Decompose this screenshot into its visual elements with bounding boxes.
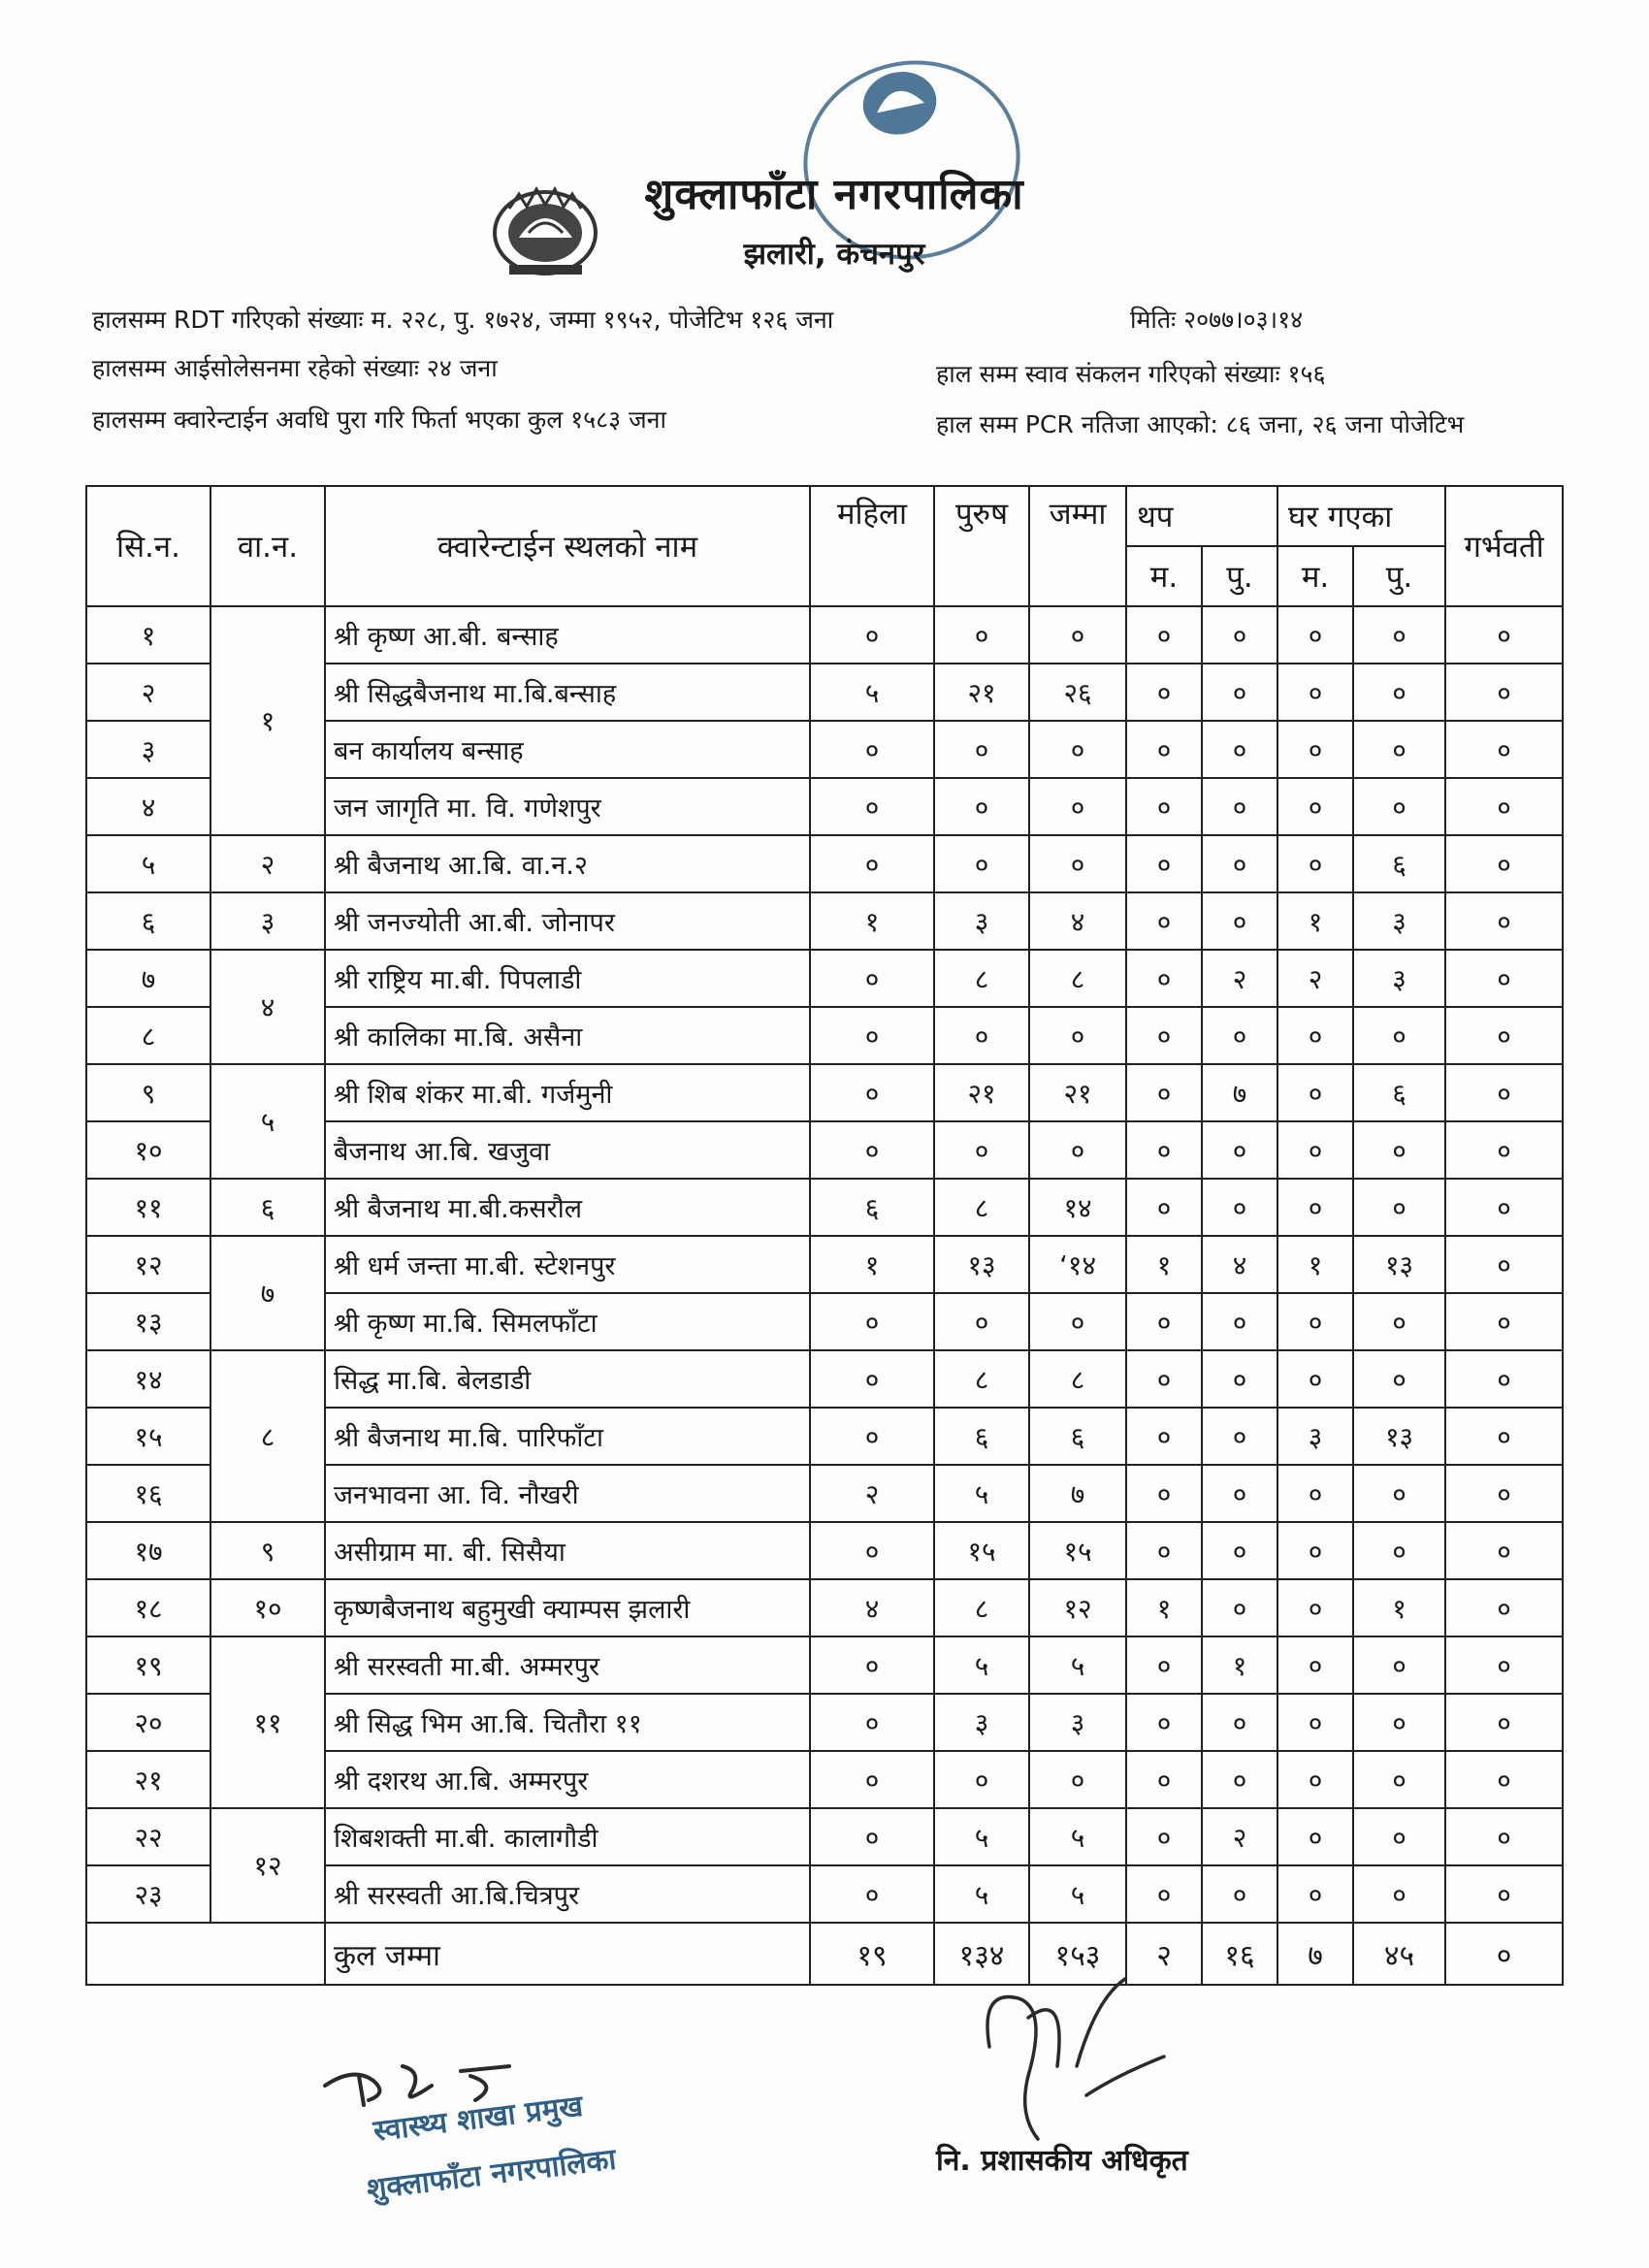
ward-cell: ४ — [210, 950, 325, 1064]
male-cell: ० — [934, 1751, 1029, 1808]
site-name-cell: बन कार्यालय बन्साह — [325, 721, 810, 778]
female-cell: ० — [810, 1064, 934, 1121]
added-male-cell: २ — [1202, 950, 1277, 1007]
female-cell: ० — [810, 778, 934, 835]
home-female-cell: ० — [1277, 1751, 1353, 1808]
added-male-cell: ० — [1202, 1350, 1277, 1408]
total-row — [86, 1923, 1563, 1985]
total-cell: ७ — [1029, 1465, 1126, 1522]
home-female-cell: ० — [1277, 606, 1353, 664]
male-cell: ८ — [934, 950, 1029, 1007]
pregnant-cell: ० — [1445, 1808, 1563, 1865]
table-row — [86, 1636, 1563, 1694]
female-cell: ० — [810, 606, 934, 664]
added-male-cell: ० — [1202, 1007, 1277, 1064]
added-male-cell: १ — [1202, 1636, 1277, 1694]
female-cell: ० — [810, 721, 934, 778]
page-title: शुक्लाफाँटा नगरपालिका — [644, 170, 1024, 219]
home-female-cell: ० — [1277, 1579, 1353, 1636]
added-female-cell: ० — [1126, 1408, 1202, 1465]
sn-cell: ५ — [86, 835, 210, 892]
male-cell: २१ — [934, 1064, 1029, 1121]
home-female-cell: ० — [1277, 1121, 1353, 1179]
added-male-cell: ४ — [1202, 1236, 1277, 1293]
sn-cell: ९ — [86, 1064, 210, 1121]
pregnant-cell: ० — [1445, 1350, 1563, 1408]
pregnant-cell: ० — [1445, 1465, 1563, 1522]
home-female-cell: ३ — [1277, 1408, 1353, 1465]
ward-cell: २ — [210, 835, 325, 892]
site-name-cell: श्री सिद्धबैजनाथ मा.बि.बन्साह — [325, 664, 810, 721]
home-female-cell: ० — [1277, 1865, 1353, 1923]
added-male-cell: ० — [1202, 1579, 1277, 1636]
total-total-cell: १५३ — [1029, 1923, 1126, 1985]
total-cell: ० — [1029, 1121, 1126, 1179]
male-cell: ३ — [934, 1694, 1029, 1751]
header-male: पुरुष — [934, 486, 1029, 606]
ward-cell: १० — [210, 1579, 325, 1636]
added-male-cell: ० — [1202, 1465, 1277, 1522]
male-cell: ० — [934, 1293, 1029, 1350]
site-name-cell: श्री दशरथ आ.बि. अम्मरपुर — [325, 1751, 810, 1808]
home-male-cell: ० — [1353, 1179, 1445, 1236]
sn-cell: १ — [86, 606, 210, 664]
pregnant-cell: ० — [1445, 1579, 1563, 1636]
added-female-cell: ० — [1126, 892, 1202, 950]
male-cell: ८ — [934, 1579, 1029, 1636]
sn-cell: ३ — [86, 721, 210, 778]
female-cell: ० — [810, 1522, 934, 1579]
site-name-cell: श्री बैजनाथ मा.बी.कसरौल — [325, 1179, 810, 1236]
home-male-cell: ० — [1353, 1007, 1445, 1064]
added-female-cell: ० — [1126, 664, 1202, 721]
home-male-cell: ६ — [1353, 1064, 1445, 1121]
total-empty-cell — [86, 1923, 325, 1985]
female-cell: ० — [810, 1636, 934, 1694]
female-cell: ० — [810, 835, 934, 892]
nepal-emblem-icon — [480, 179, 611, 281]
pregnant-cell: ० — [1445, 1694, 1563, 1751]
female-cell: ० — [810, 1808, 934, 1865]
home-female-cell: ० — [1277, 1522, 1353, 1579]
male-cell: ५ — [934, 1808, 1029, 1865]
home-female-cell: ० — [1277, 1293, 1353, 1350]
added-female-cell: १ — [1126, 1579, 1202, 1636]
sn-cell: ४ — [86, 778, 210, 835]
ward-cell: ८ — [210, 1350, 325, 1522]
header-added-female: म. — [1126, 546, 1202, 606]
total-cell: ० — [1029, 721, 1126, 778]
female-cell: ४ — [810, 1579, 934, 1636]
home-male-cell: ० — [1353, 1465, 1445, 1522]
header-ward: वा.न. — [210, 486, 325, 606]
header-home-female: म. — [1277, 546, 1353, 606]
admin-officer-label: नि. प्रशासकीय अधिकृत — [936, 2144, 1188, 2178]
added-male-cell: ० — [1202, 1121, 1277, 1179]
home-male-cell: ३ — [1353, 950, 1445, 1007]
home-male-cell: ० — [1353, 1694, 1445, 1751]
added-male-cell: ० — [1202, 892, 1277, 950]
total-added-male-cell: १६ — [1202, 1923, 1277, 1985]
added-female-cell: ० — [1126, 1007, 1202, 1064]
pregnant-cell: ० — [1445, 892, 1563, 950]
home-female-cell: ० — [1277, 778, 1353, 835]
pregnant-cell: ० — [1445, 606, 1563, 664]
added-male-cell: ० — [1202, 721, 1277, 778]
site-name-cell: श्री कालिका मा.बि. असैना — [325, 1007, 810, 1064]
home-male-cell: ० — [1353, 778, 1445, 835]
pregnant-cell: ० — [1445, 835, 1563, 892]
male-cell: ५ — [934, 1636, 1029, 1694]
male-cell: १३ — [934, 1236, 1029, 1293]
total-cell: २१ — [1029, 1064, 1126, 1121]
female-cell: ० — [810, 1694, 934, 1751]
site-name-cell: श्री बैजनाथ आ.बि. वा.न.२ — [325, 835, 810, 892]
sn-cell: १५ — [86, 1408, 210, 1465]
female-cell: ६ — [810, 1179, 934, 1236]
home-male-cell: ० — [1353, 664, 1445, 721]
total-cell: ० — [1029, 835, 1126, 892]
pregnant-cell: ० — [1445, 664, 1563, 721]
sn-cell: १८ — [86, 1579, 210, 1636]
male-cell: ८ — [934, 1179, 1029, 1236]
home-female-cell: ० — [1277, 1465, 1353, 1522]
male-cell: ३ — [934, 892, 1029, 950]
isolation-summary: हालसम्म आईसोलेसनमा रहेको संख्याः २४ जना — [92, 354, 498, 382]
total-pregnant-cell: ० — [1445, 1923, 1563, 1985]
home-female-cell: ० — [1277, 664, 1353, 721]
added-male-cell: ० — [1202, 1179, 1277, 1236]
added-female-cell: ० — [1126, 1865, 1202, 1923]
home-female-cell: ० — [1277, 1064, 1353, 1121]
added-male-cell: ० — [1202, 1522, 1277, 1579]
site-name-cell: सिद्ध मा.बि. बेलडाडी — [325, 1350, 810, 1408]
added-female-cell: ० — [1126, 1179, 1202, 1236]
home-male-cell: ० — [1353, 1293, 1445, 1350]
page-subtitle: झलारी, कंचनपुर — [743, 237, 925, 272]
sn-cell: २१ — [86, 1751, 210, 1808]
added-female-cell: ० — [1126, 1465, 1202, 1522]
home-male-cell: ० — [1353, 1350, 1445, 1408]
total-added-female-cell: २ — [1126, 1923, 1202, 1985]
total-cell: ० — [1029, 606, 1126, 664]
site-name-cell: श्री सिद्ध भिम आ.बि. चितौरा ११ — [325, 1694, 810, 1751]
sn-cell: २० — [86, 1694, 210, 1751]
site-name-cell: श्री सरस्वती आ.बि.चित्रपुर — [325, 1865, 810, 1923]
added-female-cell: ० — [1126, 778, 1202, 835]
header-female: महिला — [810, 486, 934, 606]
health-section-chief-label: स्वास्थ्य शाखा प्रमुख — [372, 2089, 585, 2149]
total-label: कुल जम्मा — [325, 1923, 810, 1985]
report-date: मितिः २०७७।०३।१४ — [1130, 306, 1304, 334]
swab-summary: हाल सम्म स्वाव संकलन गरिएको संख्याः १५६ — [936, 360, 1326, 388]
header-home-male: पु. — [1353, 546, 1445, 606]
male-cell: २१ — [934, 664, 1029, 721]
total-cell: ८ — [1029, 1350, 1126, 1408]
added-male-cell: ० — [1202, 778, 1277, 835]
ward-cell: १२ — [210, 1808, 325, 1923]
added-female-cell: ० — [1126, 606, 1202, 664]
site-name-cell: श्री राष्ट्रिय मा.बी. पिपलाडी — [325, 950, 810, 1007]
site-name-cell: श्री शिब शंकर मा.बी. गर्जमुनी — [325, 1064, 810, 1121]
pcr-summary: हाल सम्म PCR नतिजा आएको: ८६ जना, २६ जना पोजेटिभ — [936, 410, 1465, 438]
added-male-cell: ० — [1202, 835, 1277, 892]
total-cell: ० — [1029, 1293, 1126, 1350]
pregnant-cell: ० — [1445, 1007, 1563, 1064]
home-male-cell: ३ — [1353, 892, 1445, 950]
site-name-cell: श्री धर्म जन्ता मा.बी. स्टेशनपुर — [325, 1236, 810, 1293]
municipality-signature-label: शुक्लाफाँटा नगरपालिका — [365, 2142, 619, 2207]
female-cell: ० — [810, 950, 934, 1007]
header-pregnant: गर्भवती — [1445, 486, 1563, 606]
added-male-cell: ० — [1202, 664, 1277, 721]
site-name-cell: श्री कृष्ण मा.बि. सिमलफाँटा — [325, 1293, 810, 1350]
pregnant-cell: ० — [1445, 1293, 1563, 1350]
male-cell: ० — [934, 606, 1029, 664]
total-cell: ६ — [1029, 1408, 1126, 1465]
added-female-cell: ० — [1126, 1694, 1202, 1751]
added-female-cell: ० — [1126, 1522, 1202, 1579]
pregnant-cell: ० — [1445, 1236, 1563, 1293]
table-row — [86, 950, 1563, 1007]
sn-cell: २ — [86, 664, 210, 721]
table-row — [86, 1808, 1563, 1865]
total-cell: १२ — [1029, 1579, 1126, 1636]
male-cell: १५ — [934, 1522, 1029, 1579]
site-name-cell: असीग्राम मा. बी. सिसैया — [325, 1522, 810, 1579]
added-male-cell: २ — [1202, 1808, 1277, 1865]
female-cell: ० — [810, 1121, 934, 1179]
ward-cell: ७ — [210, 1236, 325, 1350]
site-name-cell: कृष्णबैजनाथ बहुमुखी क्याम्पस झलारी — [325, 1579, 810, 1636]
home-male-cell: ६ — [1353, 835, 1445, 892]
total-cell: १५ — [1029, 1522, 1126, 1579]
total-cell: ५ — [1029, 1808, 1126, 1865]
sn-cell: १९ — [86, 1636, 210, 1694]
pregnant-cell: ० — [1445, 778, 1563, 835]
ward-cell: १ — [210, 606, 325, 835]
male-cell: ० — [934, 1121, 1029, 1179]
added-female-cell: ० — [1126, 1293, 1202, 1350]
site-name-cell: जन जागृति मा. वि. गणेशपुर — [325, 778, 810, 835]
added-male-cell: ० — [1202, 1751, 1277, 1808]
sn-cell: १४ — [86, 1350, 210, 1408]
female-cell: ० — [810, 1408, 934, 1465]
home-female-cell: ० — [1277, 1808, 1353, 1865]
home-female-cell: ० — [1277, 1694, 1353, 1751]
table-row — [86, 1236, 1563, 1293]
header-sn: सि.न. — [86, 486, 210, 606]
right-signature-icon — [960, 1960, 1203, 2144]
home-female-cell: ० — [1277, 1007, 1353, 1064]
added-female-cell: ० — [1126, 1636, 1202, 1694]
total-home-female-cell: ७ — [1277, 1923, 1353, 1985]
total-female-cell: १९ — [810, 1923, 934, 1985]
added-female-cell: ० — [1126, 1350, 1202, 1408]
rdt-summary: हालसम्म RDT गरिएको संख्याः म. २२८, पु. १७२४, जम्मा १९५२, पोजेटिभ १२६ जना — [92, 306, 834, 334]
home-male-cell: ० — [1353, 606, 1445, 664]
female-cell: ० — [810, 1293, 934, 1350]
site-name-cell: श्री कृष्ण आ.बी. बन्साह — [325, 606, 810, 664]
male-cell: ० — [934, 1007, 1029, 1064]
site-name-cell: बैजनाथ आ.बि. खजुवा — [325, 1121, 810, 1179]
added-female-cell: ० — [1126, 835, 1202, 892]
pregnant-cell: ० — [1445, 721, 1563, 778]
home-male-cell: ० — [1353, 1865, 1445, 1923]
site-name-cell: श्री सरस्वती मा.बी. अम्मरपुर — [325, 1636, 810, 1694]
added-female-cell: ० — [1126, 1121, 1202, 1179]
sn-cell: १३ — [86, 1293, 210, 1350]
added-female-cell: १ — [1126, 1236, 1202, 1293]
pregnant-cell: ० — [1445, 1865, 1563, 1923]
male-cell: ० — [934, 835, 1029, 892]
total-cell: ‘१४ — [1029, 1236, 1126, 1293]
ward-cell: ६ — [210, 1179, 325, 1236]
quarantine-return-summary: हालसम्म क्वारेन्टाईन अवधि पुरा गरि फिर्ता भएका कुल १५८३ जना — [92, 405, 666, 434]
sn-cell: १० — [86, 1121, 210, 1179]
female-cell: ० — [810, 1350, 934, 1408]
home-male-cell: ० — [1353, 1808, 1445, 1865]
added-male-cell: ० — [1202, 1293, 1277, 1350]
pregnant-cell: ० — [1445, 950, 1563, 1007]
home-male-cell: ० — [1353, 721, 1445, 778]
site-name-cell: श्री जनज्योती आ.बी. जोनापर — [325, 892, 810, 950]
sn-cell: ११ — [86, 1179, 210, 1236]
total-cell: १४ — [1029, 1179, 1126, 1236]
pregnant-cell: ० — [1445, 1179, 1563, 1236]
total-cell: ५ — [1029, 1865, 1126, 1923]
ward-cell: ३ — [210, 892, 325, 950]
table-row — [86, 1522, 1563, 1579]
site-name-cell: जनभावना आ. वि. नौखरी — [325, 1465, 810, 1522]
home-female-cell: १ — [1277, 892, 1353, 950]
total-cell: ० — [1029, 1751, 1126, 1808]
table-row — [86, 1350, 1563, 1408]
added-female-cell: ० — [1126, 950, 1202, 1007]
male-cell: ८ — [934, 1350, 1029, 1408]
table-row — [86, 1579, 1563, 1636]
table-row — [86, 1064, 1563, 1121]
total-cell: ० — [1029, 778, 1126, 835]
male-cell: ५ — [934, 1865, 1029, 1923]
sn-cell: ६ — [86, 892, 210, 950]
male-cell: ६ — [934, 1408, 1029, 1465]
ward-cell: ११ — [210, 1636, 325, 1808]
total-cell: ४ — [1029, 892, 1126, 950]
total-cell: ३ — [1029, 1694, 1126, 1751]
table-row — [86, 1179, 1563, 1236]
added-male-cell: ० — [1202, 1865, 1277, 1923]
pregnant-cell: ० — [1445, 1522, 1563, 1579]
total-home-male-cell: ४५ — [1353, 1923, 1445, 1985]
added-female-cell: ० — [1126, 1064, 1202, 1121]
header-went-home: घर गएका — [1277, 486, 1445, 546]
added-male-cell: ० — [1202, 1408, 1277, 1465]
header-name: क्वारेन्टाईन स्थलको नाम — [325, 486, 810, 606]
home-female-cell: ० — [1277, 721, 1353, 778]
total-cell: ५ — [1029, 1636, 1126, 1694]
added-female-cell: ० — [1126, 1808, 1202, 1865]
total-cell: ० — [1029, 1007, 1126, 1064]
table-row — [86, 835, 1563, 892]
female-cell: ० — [810, 1751, 934, 1808]
sn-cell: ७ — [86, 950, 210, 1007]
added-female-cell: ० — [1126, 1751, 1202, 1808]
added-male-cell: ० — [1202, 606, 1277, 664]
home-female-cell: ० — [1277, 1636, 1353, 1694]
header-added-male: पु. — [1202, 546, 1277, 606]
total-cell: ८ — [1029, 950, 1126, 1007]
sn-cell: २३ — [86, 1865, 210, 1923]
table-row — [86, 606, 1563, 664]
male-cell: ५ — [934, 1465, 1029, 1522]
home-male-cell: १ — [1353, 1579, 1445, 1636]
home-female-cell: ० — [1277, 1350, 1353, 1408]
header-total: जम्मा — [1029, 486, 1126, 606]
pregnant-cell: ० — [1445, 1064, 1563, 1121]
home-female-cell: १ — [1277, 1236, 1353, 1293]
site-name-cell: शिबशक्ती मा.बी. कालागौडी — [325, 1808, 810, 1865]
female-cell: ५ — [810, 664, 934, 721]
site-name-cell: श्री बैजनाथ मा.बि. पारिफाँटा — [325, 1408, 810, 1465]
female-cell: २ — [810, 1465, 934, 1522]
sn-cell: १२ — [86, 1236, 210, 1293]
added-male-cell: ० — [1202, 1694, 1277, 1751]
male-cell: ० — [934, 721, 1029, 778]
total-male-cell: १३४ — [934, 1923, 1029, 1985]
female-cell: १ — [810, 1236, 934, 1293]
female-cell: ० — [810, 1007, 934, 1064]
home-male-cell: ० — [1353, 1751, 1445, 1808]
home-female-cell: २ — [1277, 950, 1353, 1007]
home-male-cell: ० — [1353, 1636, 1445, 1694]
home-male-cell: १३ — [1353, 1236, 1445, 1293]
home-female-cell: ० — [1277, 835, 1353, 892]
pregnant-cell: ० — [1445, 1121, 1563, 1179]
pregnant-cell: ० — [1445, 1408, 1563, 1465]
ward-cell: ५ — [210, 1064, 325, 1179]
home-male-cell: १३ — [1353, 1408, 1445, 1465]
sn-cell: ८ — [86, 1007, 210, 1064]
female-cell: १ — [810, 892, 934, 950]
ward-cell: ९ — [210, 1522, 325, 1579]
male-cell: ० — [934, 778, 1029, 835]
pregnant-cell: ० — [1445, 1751, 1563, 1808]
sn-cell: १६ — [86, 1465, 210, 1522]
home-female-cell: ० — [1277, 1179, 1353, 1236]
home-male-cell: ० — [1353, 1121, 1445, 1179]
total-cell: २६ — [1029, 664, 1126, 721]
female-cell: ० — [810, 1865, 934, 1923]
sn-cell: २२ — [86, 1808, 210, 1865]
table-row — [86, 892, 1563, 950]
header-added: थप — [1126, 486, 1277, 546]
pregnant-cell: ० — [1445, 1636, 1563, 1694]
home-male-cell: ० — [1353, 1522, 1445, 1579]
added-female-cell: ० — [1126, 721, 1202, 778]
quarantine-table — [85, 485, 1564, 1986]
added-male-cell: ७ — [1202, 1064, 1277, 1121]
sn-cell: १७ — [86, 1522, 210, 1579]
